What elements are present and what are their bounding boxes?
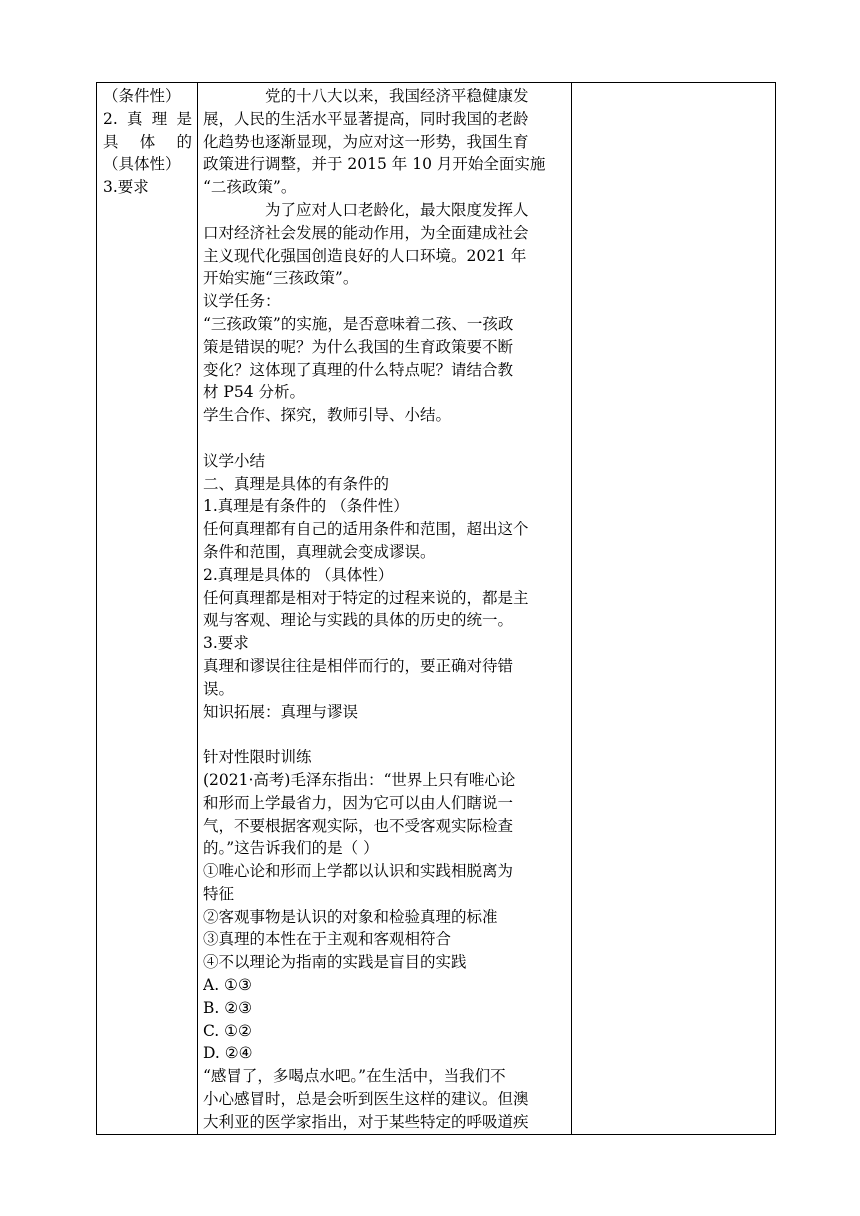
text-line: ①唯心论和形而上学都以认识和实践相脱离为	[203, 862, 514, 881]
outline-line: （具体性）	[103, 155, 181, 174]
activity-column-cell	[198, 83, 572, 1135]
text-line: 小心感冒时，总是会听到医生这样的建议。但澳	[203, 1090, 529, 1109]
text-line: 为了应对人口老龄化，最大限度发挥人	[265, 200, 529, 219]
text-line: ②客观事物是认识的对象和检验真理的标准	[203, 907, 498, 926]
text-line: ③真理的本性在于主观和客观相符合	[203, 930, 452, 949]
text-line: 任何真理都是相对于特定的过程来说的，都是主	[203, 588, 529, 607]
text-line: 展，人民的生活水平显著提高，同时我国的老龄	[203, 109, 529, 128]
text-line: B. ②③	[203, 998, 253, 1017]
text-line: 开始实施“三孩政策”。	[203, 269, 359, 288]
text-line: 党的十八大以来，我国经济平稳健康发	[265, 87, 529, 105]
text-line: 变化？这体现了真理的什么特点呢？请结合教	[203, 360, 514, 379]
text-line: 针对性限时训练	[203, 748, 312, 767]
text-line: 二、真理是具体的有条件的	[203, 474, 390, 493]
notes-column-cell	[572, 83, 776, 1135]
text-line: 材 P54 分析。	[203, 383, 306, 402]
text-line: “二孩政策”。	[203, 178, 297, 197]
text-line: A. ①③	[203, 976, 252, 995]
blank-line	[203, 723, 567, 746]
outline-line: （条件性）	[103, 87, 181, 105]
text-line: 误。	[203, 679, 235, 698]
text-line: 2.真理是具体的 （具体性）	[203, 565, 394, 584]
text-line: 议学任务：	[203, 292, 281, 311]
text-line: “感冒了，多喝点水吧。”在生活中，当我们不	[203, 1067, 506, 1086]
activity-lines	[203, 85, 567, 1134]
text-line: 学生合作、探究，教师引导、小结。	[203, 406, 452, 425]
text-line: 议学小结	[203, 451, 266, 470]
text-line: C. ①②	[203, 1021, 252, 1040]
outline-line: 具 体 的	[103, 132, 192, 151]
text-line: 任何真理都有自己的适用条件和范围，超出这个	[203, 520, 529, 539]
text-line: 气，不要根据客观实际，也不受客观实际检查	[203, 816, 514, 835]
outline-column-cell	[97, 83, 198, 1135]
text-line: 条件和范围，真理就会变成谬误。	[203, 542, 436, 561]
lesson-plan-table	[96, 82, 776, 1135]
text-line: 大利亚的医学家指出，对于某些特定的呼吸道疾	[203, 1112, 529, 1131]
text-line: D. ②④	[203, 1044, 253, 1063]
outline-line: 2. 真 理 是	[103, 109, 192, 128]
text-line: 3.要求	[203, 634, 249, 653]
text-line: 化趋势也逐渐显现，为应对这一形势，我国生育	[203, 132, 529, 151]
text-line: 真理和谬误往往是相伴而行的，要正确对待错	[203, 656, 514, 675]
outline-line: 3.要求	[103, 178, 149, 197]
text-line: 主义现代化强国创造良好的人口环境。2021 年	[203, 246, 527, 265]
text-line: (2021·高考)毛泽东指出：“世界上只有唯心论	[203, 770, 516, 789]
text-line: 的。”这告诉我们的是（ ）	[203, 839, 379, 858]
text-line: 和形而上学最省力，因为它可以由人们瞎说一	[203, 793, 514, 812]
text-line: 特征	[203, 884, 235, 903]
text-line: 口对经济社会发展的能动作用，为全面建成社会	[203, 223, 529, 242]
text-line: 政策进行调整，并于 2015 年 10 月开始全面实施	[203, 155, 546, 174]
text-line: 策是错误的呢？为什么我国的生育政策要不断	[203, 337, 514, 356]
blank-line	[203, 427, 567, 450]
outline-lines	[103, 85, 192, 199]
text-line: 1.真理是有条件的 （条件性）	[203, 497, 409, 516]
text-line: 观与客观、理论与实践的具体的历史的统一。	[203, 611, 514, 630]
text-line: “三孩政策”的实施，是否意味着二孩、一孩政	[203, 314, 514, 333]
table-row	[97, 83, 776, 1135]
text-line: 知识拓展：真理与谬误	[203, 702, 359, 721]
text-line: ④不以理论为指南的实践是盲目的实践	[203, 953, 467, 972]
